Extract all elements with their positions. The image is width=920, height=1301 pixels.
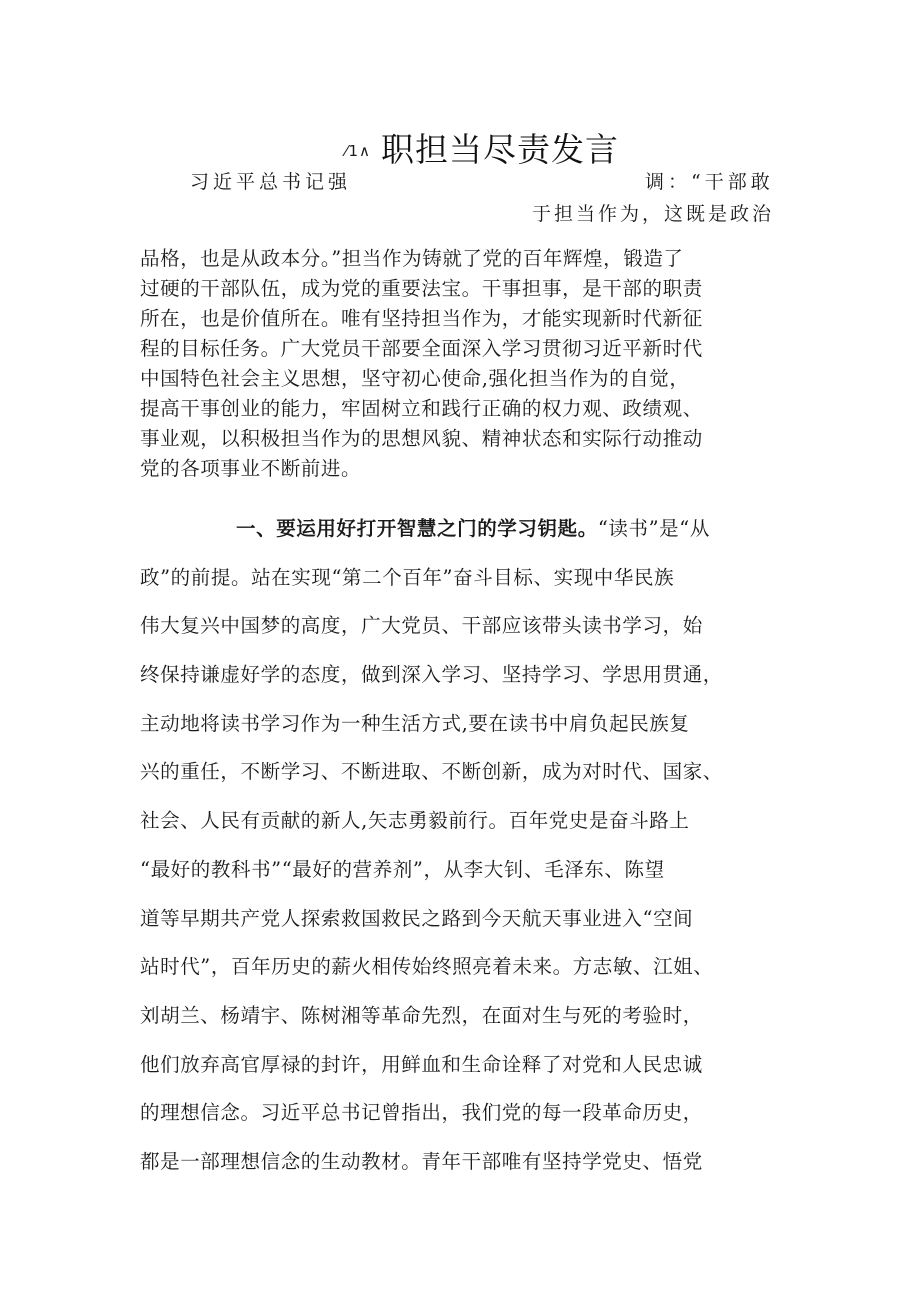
- paragraph-1-line: 中国特色社会主义思想，坚守初心使命,强化担当作为的自觉，: [140, 367, 690, 390]
- paragraph-1-line: 党的各项事业不断前进。: [140, 457, 362, 480]
- paragraph-2-line: 都是一部理想信念的生动教材。青年干部唯有坚持学党史、悟党: [140, 1149, 703, 1173]
- title-row: [0, 124, 920, 174]
- paragraph-2-line: 刘胡兰、杨靖宇、陈树湘等革命先烈，在面对生与死的考验时，: [140, 1003, 703, 1027]
- paragraph-2-line: 道等早期共产党人探索救国救民之路到今天航天事业进入“空间: [140, 906, 694, 930]
- page-title: 职担当尽责发言: [381, 130, 619, 169]
- paragraph-2-line: 伟大复兴中国梦的高度，广大党员、干部应该带头读书学习，始: [140, 614, 703, 638]
- paragraph-2: [140, 505, 800, 1187]
- paragraph-2-line: 他们放弃高官厚禄的封许，用鲜血和生命诠释了对党和人民忠诚: [140, 1052, 703, 1076]
- paragraph-1-line: 过硬的干部队伍，成为党的重要法宝。干事担事，是干部的职责: [140, 277, 703, 300]
- paragraph-2-line: 站时代”，百年历史的薪火相传始终照亮着未来。方志敏、江姐、: [140, 955, 714, 979]
- intro-right-text-2: 于担当作为，这既是政治: [532, 203, 775, 225]
- paragraph-1-line: 品格，也是从政本分。”担当作为铸就了党的百年辉煌，锻造了: [140, 247, 684, 270]
- paragraph-2-line: 终保持谦虚好学的态度，做到深入学习、坚持学习、学思用贯通，: [140, 663, 723, 687]
- paragraph-1-line: 程的目标任务。广大党员干部要全面深入学习贯彻习近平新时代: [140, 337, 703, 360]
- paragraph-2-line: 社会、人民有贡献的新人,矢志勇毅前行。百年党史是奋斗路上: [140, 809, 690, 833]
- paragraph-2-line: “最好的教科书”“最好的营养剂”，从李大钊、毛泽东、陈望: [140, 857, 665, 881]
- section-1-first-line: [140, 505, 800, 554]
- paragraph-1-line: 事业观，以积极担当作为的思想风貌、精神状态和实际行动推动: [140, 427, 703, 450]
- paragraph-2-line: 的理想信念。习近平总书记曾指出，我们党的每一段革命历史，: [140, 1101, 703, 1125]
- paragraph-2-line: 兴的重任，不断学习、不断进取、不断创新，成为对时代、国家、: [140, 760, 723, 784]
- paragraph-2-line: 政”的前提。站在实现“第二个百年”奋斗目标、实现中华民族: [140, 565, 675, 589]
- paragraph-2-line: 主动地将读书学习作为一种生活方式,要在读书中肩负起民族复: [140, 711, 690, 735]
- intro-right-text-1: 调：“干部敢: [645, 171, 774, 193]
- section-1-first-line-rest: “读书”是“从: [597, 517, 710, 540]
- intro-left-text: 习近平总书记强: [190, 171, 352, 193]
- paragraph-1: [140, 244, 800, 484]
- paragraph-1-line: 提高干事创业的能力，牢固树立和践行正确的权力观、政绩观、: [140, 397, 703, 420]
- section-1-heading: 一、要运用好打开智慧之门的学习钥匙。: [236, 517, 598, 540]
- paragraph-1-line: 所在，也是价值所在。唯有坚持担当作为，才能实现新时代新征: [140, 307, 703, 330]
- title-prefix: ⁄1∧: [345, 142, 372, 160]
